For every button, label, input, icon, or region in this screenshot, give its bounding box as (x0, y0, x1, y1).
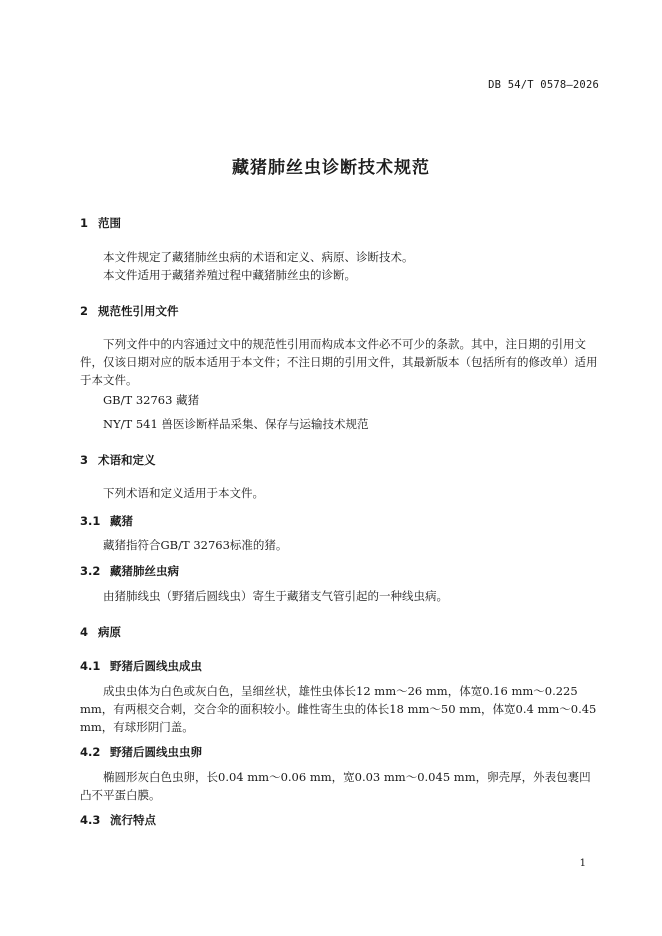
section-title: 范围 (98, 216, 121, 230)
subsection-title: 野猪后圆线虫虫卵 (110, 745, 202, 759)
normative-reference-1: GB/T 32763 藏猪 (103, 393, 200, 407)
section-2-heading (80, 303, 179, 319)
subsection-4-1-text: 成虫虫体为白色或灰白色，呈细丝状，雄性虫体长12 mm～26 mm，体宽0.16 mm～0.225 mm，有两根交合刺，交合伞的面积较小。雌性寄生虫的体长18 mm～50 mm，体宽0.4 mm～0.45 mm，有球形阴门盖。 (80, 684, 597, 734)
page-number: 1 (579, 858, 586, 869)
subsection-4-2-heading (80, 744, 202, 760)
subsection-title: 流行特点 (110, 813, 156, 827)
section-1-paragraph-2: 本文件适用于藏猪养殖过程中藏猪肺丝虫的诊断。 (103, 268, 356, 282)
section-1-heading (80, 215, 121, 231)
document-code: DB 54/T 0578—2026 (488, 79, 599, 91)
section-2-paragraph: 下列文件中的内容通过文中的规范性引用而构成本文件必不可少的条款。其中，注日期的引用文件，仅该日期对应的版本适用于本文件；不注日期的引用文件，其最新版本（包括所有的修改单）适用于本文件。 (80, 337, 598, 387)
subsection-number: 3.2 (80, 564, 101, 578)
section-number: 3 (80, 453, 89, 467)
subsection-title: 藏猪肺丝虫病 (110, 564, 179, 578)
subsection-number: 4.2 (80, 745, 101, 759)
subsection-4-3-heading (80, 812, 156, 828)
section-4-heading (80, 624, 121, 640)
subsection-4-2-text: 椭圆形灰白色虫卵，长0.04 mm～0.06 mm，宽0.03 mm～0.045 mm，卵壳厚，外表包裹凹凸不平蛋白膜。 (80, 770, 591, 802)
subsection-number: 4.1 (80, 659, 101, 673)
subsection-4-1-heading (80, 658, 202, 674)
section-title: 规范性引用文件 (98, 304, 179, 318)
subsection-3-1-heading (80, 513, 133, 529)
section-1-paragraph-1: 本文件规定了藏猪肺丝虫病的术语和定义、病原、诊断技术。 (103, 250, 414, 264)
subsection-title: 野猪后圆线虫成虫 (110, 659, 202, 673)
section-number: 4 (80, 625, 89, 639)
normative-reference-2: NY/T 541 兽医诊断样品采集、保存与运输技术规范 (103, 417, 369, 431)
section-title: 病原 (98, 625, 121, 639)
document-title: 藏猪肺丝虫诊断技术规范 (232, 158, 430, 178)
subsection-title: 藏猪 (110, 514, 133, 528)
section-title: 术语和定义 (98, 453, 156, 467)
section-3-heading (80, 452, 156, 468)
subsection-3-1-text: 藏猪指符合GB/T 32763标准的猪。 (103, 538, 288, 552)
section-number: 1 (80, 216, 89, 230)
subsection-3-2-heading (80, 563, 179, 579)
subsection-number: 3.1 (80, 514, 101, 528)
section-number: 2 (80, 304, 89, 318)
subsection-3-2-text: 由猪肺线虫（野猪后圆线虫）寄生于藏猪支气管引起的一种线虫病。 (103, 589, 448, 603)
subsection-number: 4.3 (80, 813, 101, 827)
section-3-paragraph: 下列术语和定义适用于本文件。 (103, 486, 264, 500)
